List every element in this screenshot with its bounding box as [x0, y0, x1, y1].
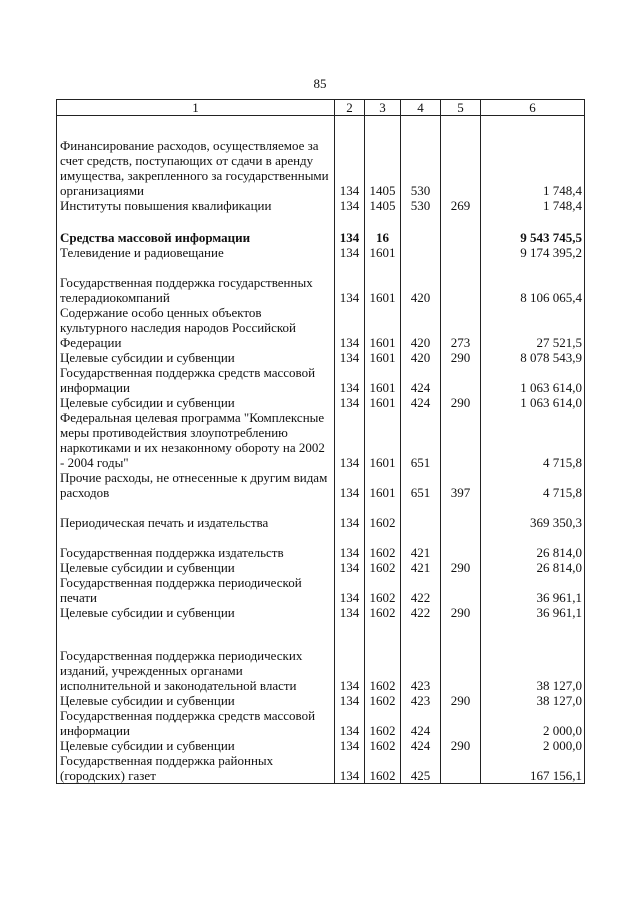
row-amount: 4 715,8	[481, 470, 585, 500]
row-ministry-code: 134	[335, 395, 365, 410]
row-expense-type	[441, 138, 481, 198]
row-expense-type	[441, 648, 481, 693]
budget-table	[56, 99, 585, 784]
spacer-cell	[441, 620, 481, 648]
row-amount: 36 961,1	[481, 605, 585, 620]
spacer-row	[57, 530, 585, 545]
row-target-code: 420	[401, 305, 441, 350]
row-target-code: 530	[401, 138, 441, 198]
row-target-code: 422	[401, 605, 441, 620]
row-ministry-code: 134	[335, 648, 365, 693]
row-target-code: 421	[401, 545, 441, 560]
table-row	[57, 545, 585, 560]
spacer-cell	[441, 260, 481, 275]
row-section-code: 1602	[365, 708, 401, 738]
row-ministry-code: 134	[335, 230, 365, 245]
row-target-code: 425	[401, 753, 441, 784]
spacer-cell	[441, 530, 481, 545]
row-target-code: 530	[401, 198, 441, 213]
row-section-code: 1602	[365, 693, 401, 708]
spacer-cell	[481, 260, 585, 275]
spacer-cell	[401, 500, 441, 515]
spacer-row	[57, 213, 585, 230]
row-ministry-code: 134	[335, 515, 365, 530]
spacer-row	[57, 620, 585, 648]
row-description: Федеральная целевая программа "Комплексные меры противодействия злоупотреблению наркотиками и их незаконному обороту на 2002 - 2004 годы"	[57, 410, 335, 470]
spacer-cell	[481, 213, 585, 230]
page-number: 85	[313, 76, 327, 91]
row-expense-type: 290	[441, 395, 481, 410]
row-expense-type	[441, 515, 481, 530]
spacer-cell	[335, 116, 365, 138]
row-target-code: 424	[401, 738, 441, 753]
row-description: Целевые субсидии и субвенции	[57, 693, 335, 708]
row-expense-type	[441, 410, 481, 470]
col-header-6: 6	[481, 100, 585, 116]
row-description: Финансирование расходов, осуществляемое за счет средств, поступающих от сдачи в аренду имущества, закрепленного за государственными организациями	[57, 138, 335, 198]
row-ministry-code: 134	[335, 708, 365, 738]
table-row	[57, 275, 585, 305]
row-description: Целевые субсидии и субвенции	[57, 350, 335, 365]
table-row	[57, 230, 585, 245]
row-expense-type	[441, 753, 481, 784]
row-amount: 1 063 614,0	[481, 365, 585, 395]
spacer-cell	[401, 116, 441, 138]
spacer-cell	[401, 260, 441, 275]
spacer-cell	[401, 530, 441, 545]
row-amount: 26 814,0	[481, 560, 585, 575]
table-row	[57, 305, 585, 350]
row-section-code: 1602	[365, 560, 401, 575]
row-section-code: 1602	[365, 515, 401, 530]
row-expense-type: 290	[441, 350, 481, 365]
row-target-code: 423	[401, 693, 441, 708]
row-section-code: 1405	[365, 138, 401, 198]
row-ministry-code: 134	[335, 198, 365, 213]
row-section-code: 1601	[365, 305, 401, 350]
row-amount: 38 127,0	[481, 693, 585, 708]
table-row	[57, 198, 585, 213]
row-description: Содержание особо ценных объектов культурного наследия народов Российской Федерации	[57, 305, 335, 350]
spacer-row	[57, 260, 585, 275]
spacer-cell	[481, 530, 585, 545]
row-amount: 9 174 395,2	[481, 245, 585, 260]
spacer-cell	[57, 500, 335, 515]
table-row	[57, 648, 585, 693]
row-section-code: 1602	[365, 753, 401, 784]
col-header-2: 2	[335, 100, 365, 116]
spacer-cell	[335, 260, 365, 275]
row-section-code: 1602	[365, 575, 401, 605]
row-section-code: 1601	[365, 275, 401, 305]
spacer-cell	[365, 530, 401, 545]
spacer-cell	[401, 620, 441, 648]
row-description: Прочие расходы, не отнесенные к другим видам расходов	[57, 470, 335, 500]
row-description: Государственная поддержка средств массовой информации	[57, 708, 335, 738]
row-ministry-code: 134	[335, 365, 365, 395]
table-body	[57, 116, 585, 784]
row-section-code: 16	[365, 230, 401, 245]
spacer-cell	[57, 620, 335, 648]
row-ministry-code: 134	[335, 545, 365, 560]
row-expense-type: 290	[441, 605, 481, 620]
row-target-code: 420	[401, 275, 441, 305]
row-description: Государственная поддержка районных (городских) газет	[57, 753, 335, 784]
header-row	[57, 100, 585, 116]
spacer-cell	[481, 500, 585, 515]
spacer-cell	[401, 213, 441, 230]
row-expense-type	[441, 245, 481, 260]
row-ministry-code: 134	[335, 275, 365, 305]
table-row	[57, 575, 585, 605]
row-amount: 1 748,4	[481, 198, 585, 213]
row-expense-type	[441, 275, 481, 305]
spacer-cell	[335, 213, 365, 230]
row-ministry-code: 134	[335, 693, 365, 708]
spacer-cell	[365, 213, 401, 230]
row-section-code: 1601	[365, 350, 401, 365]
row-expense-type: 273	[441, 305, 481, 350]
row-target-code: 422	[401, 575, 441, 605]
row-section-code: 1601	[365, 470, 401, 500]
spacer-cell	[481, 116, 585, 138]
table-row	[57, 560, 585, 575]
row-expense-type	[441, 575, 481, 605]
row-section-code: 1601	[365, 245, 401, 260]
row-section-code: 1601	[365, 395, 401, 410]
row-description: Государственная поддержка периодических изданий, учрежденных органами исполнительной и законодательной власти	[57, 648, 335, 693]
row-description: Институты повышения квалификации	[57, 198, 335, 213]
row-target-code	[401, 230, 441, 245]
row-target-code	[401, 515, 441, 530]
spacer-cell	[57, 530, 335, 545]
row-description: Телевидение и радиовещание	[57, 245, 335, 260]
spacer-cell	[57, 260, 335, 275]
row-amount: 27 521,5	[481, 305, 585, 350]
col-header-5: 5	[441, 100, 481, 116]
col-header-3: 3	[365, 100, 401, 116]
spacer-cell	[335, 620, 365, 648]
row-description: Целевые субсидии и субвенции	[57, 560, 335, 575]
row-amount: 1 063 614,0	[481, 395, 585, 410]
row-ministry-code: 134	[335, 738, 365, 753]
row-description: Целевые субсидии и субвенции	[57, 605, 335, 620]
row-ministry-code: 134	[335, 753, 365, 784]
row-ministry-code: 134	[335, 245, 365, 260]
row-target-code: 421	[401, 560, 441, 575]
row-amount: 38 127,0	[481, 648, 585, 693]
spacer-cell	[57, 213, 335, 230]
row-description: Государственная поддержка государственных телерадиокомпаний	[57, 275, 335, 305]
spacer-cell	[365, 500, 401, 515]
row-description: Целевые субсидии и субвенции	[57, 738, 335, 753]
row-section-code: 1602	[365, 648, 401, 693]
row-description: Государственная поддержка издательств	[57, 545, 335, 560]
row-target-code: 424	[401, 708, 441, 738]
row-ministry-code: 134	[335, 575, 365, 605]
spacer-cell	[57, 116, 335, 138]
row-amount: 26 814,0	[481, 545, 585, 560]
row-ministry-code: 134	[335, 605, 365, 620]
row-section-code: 1601	[365, 365, 401, 395]
row-amount: 167 156,1	[481, 753, 585, 784]
row-description: Государственная поддержка периодической печати	[57, 575, 335, 605]
table-row	[57, 708, 585, 738]
col-header-1: 1	[57, 100, 335, 116]
row-section-code: 1405	[365, 198, 401, 213]
row-section-code: 1602	[365, 605, 401, 620]
row-target-code: 423	[401, 648, 441, 693]
row-ministry-code: 134	[335, 560, 365, 575]
spacer-cell	[441, 500, 481, 515]
row-expense-type	[441, 365, 481, 395]
row-section-code: 1602	[365, 545, 401, 560]
row-description: Периодическая печать и издательства	[57, 515, 335, 530]
row-amount: 2 000,0	[481, 738, 585, 753]
row-amount: 369 350,3	[481, 515, 585, 530]
table-row	[57, 470, 585, 500]
row-target-code: 651	[401, 470, 441, 500]
spacer-cell	[441, 116, 481, 138]
table-row	[57, 365, 585, 395]
row-description: Целевые субсидии и субвенции	[57, 395, 335, 410]
table-row	[57, 693, 585, 708]
row-amount: 4 715,8	[481, 410, 585, 470]
table-row	[57, 245, 585, 260]
row-section-code: 1601	[365, 410, 401, 470]
table-row	[57, 753, 585, 784]
row-section-code: 1602	[365, 738, 401, 753]
spacer-row	[57, 500, 585, 515]
row-expense-type: 397	[441, 470, 481, 500]
spacer-cell	[481, 620, 585, 648]
spacer-cell	[365, 620, 401, 648]
row-ministry-code: 134	[335, 305, 365, 350]
row-expense-type: 290	[441, 738, 481, 753]
spacer-cell	[365, 260, 401, 275]
row-amount: 36 961,1	[481, 575, 585, 605]
col-header-4: 4	[401, 100, 441, 116]
row-target-code: 424	[401, 395, 441, 410]
table-row	[57, 138, 585, 198]
spacer-cell	[441, 213, 481, 230]
row-amount: 1 748,4	[481, 138, 585, 198]
row-expense-type	[441, 708, 481, 738]
row-target-code: 420	[401, 350, 441, 365]
table-row	[57, 350, 585, 365]
row-expense-type	[441, 230, 481, 245]
row-ministry-code: 134	[335, 138, 365, 198]
spacer-cell	[335, 500, 365, 515]
row-description: Государственная поддержка средств массовой информации	[57, 365, 335, 395]
table-row	[57, 515, 585, 530]
spacer-row	[57, 116, 585, 138]
row-target-code: 424	[401, 365, 441, 395]
row-description: Средства массовой информации	[57, 230, 335, 245]
row-ministry-code: 134	[335, 470, 365, 500]
row-ministry-code: 134	[335, 350, 365, 365]
spacer-cell	[365, 116, 401, 138]
row-amount: 2 000,0	[481, 708, 585, 738]
row-ministry-code: 134	[335, 410, 365, 470]
row-target-code	[401, 245, 441, 260]
row-target-code: 651	[401, 410, 441, 470]
row-expense-type: 269	[441, 198, 481, 213]
table-row	[57, 738, 585, 753]
table-row	[57, 605, 585, 620]
table-row	[57, 410, 585, 470]
row-amount: 8 106 065,4	[481, 275, 585, 305]
row-expense-type: 290	[441, 693, 481, 708]
table-row	[57, 395, 585, 410]
spacer-cell	[335, 530, 365, 545]
row-amount: 9 543 745,5	[481, 230, 585, 245]
row-expense-type: 290	[441, 560, 481, 575]
row-expense-type	[441, 545, 481, 560]
row-amount: 8 078 543,9	[481, 350, 585, 365]
